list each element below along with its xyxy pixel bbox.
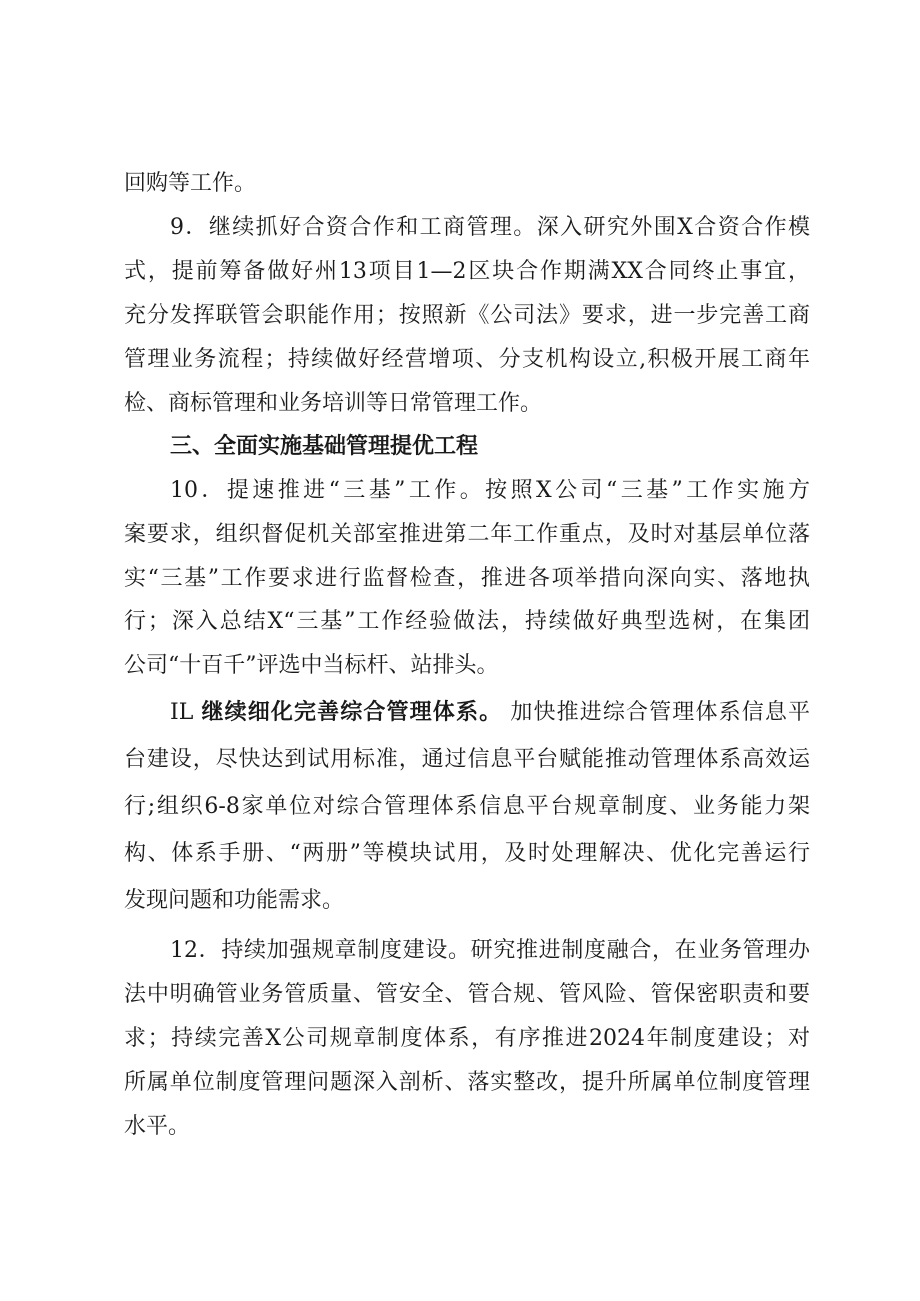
paragraph-11-title: 继续细化完善综合管理体系。: [201, 700, 503, 725]
paragraph-10-line-5: 公司“十百千”评选中当标杆、站排头。: [124, 653, 499, 678]
paragraph-11-line-5: 发现问题和功能需求。: [124, 888, 345, 913]
paragraph-11-line-1: [170, 698, 810, 728]
paragraph-12-line-5: 水平。: [124, 1114, 191, 1139]
paragraph-10-line-3: 实“三基”工作要求进行监督检查，推进各项举措向深向实、落地执: [124, 566, 810, 591]
paragraph-9-line-2: 式，提前筹备做好州13项目1—2区块合作期满XX合同终止事宜，: [124, 259, 810, 284]
paragraph-9-line-3: 充分发挥联管会职能作用；按照新《公司法》要求，进一步完善工商: [124, 303, 810, 328]
paragraph-11-line-2: 台建设，尽快达到试用标准，通过信息平台赋能推动管理体系高效运: [124, 747, 810, 772]
paragraph-9-line-4: 管理业务流程；持续做好经营增项、分支机构设立,积极开展工商年: [124, 347, 810, 372]
paragraph-12-line-4: 所属单位制度管理问题深入剖析、落实整改，提升所属单位制度管理: [124, 1070, 810, 1095]
paragraph-8-line-1: 回购等工作。: [124, 171, 257, 196]
paragraph-11-first-line-rest: 加快推进综合管理体系信息平: [510, 700, 810, 725]
paragraph-11-line-4: 构、体系手册、“两册”等模块试用，及时处理解决、优化完善运行: [124, 841, 810, 866]
paragraph-11-number: IL: [170, 700, 194, 725]
paragraph-9-line-5: 检、商标管理和业务培训等日常管理工作。: [124, 391, 543, 416]
paragraph-10-line-4: 行；深入总结X“三基”工作经验做法，持续做好典型选树，在集团: [124, 609, 810, 634]
paragraph-12-line-1: 12．持续加强规章制度建设。研究推进制度融合，在业务管理办: [170, 938, 810, 963]
section-3-heading: 三、全面实施基础管理提优工程: [170, 434, 479, 459]
paragraph-12-line-2: 法中明确管业务管质量、管安全、管合规、管风险、管保密职责和要: [124, 982, 810, 1007]
paragraph-10-line-1: 10．提速推进“三基”工作。按照X公司“三基”工作实施方: [170, 478, 810, 503]
paragraph-9-line-1: 9．继续抓好合资合作和工商管理。深入研究外围X合资合作模: [170, 215, 810, 240]
paragraph-12-line-3: 求；持续完善X公司规章制度体系，有序推进2024年制度建设；对: [124, 1026, 810, 1051]
paragraph-11-line-3: 行;组织6-8家单位对综合管理体系信息平台规章制度、业务能力架: [124, 794, 810, 819]
paragraph-10-line-2: 案要求，组织督促机关部室推进第二年工作重点，及时对基层单位落: [124, 522, 810, 547]
